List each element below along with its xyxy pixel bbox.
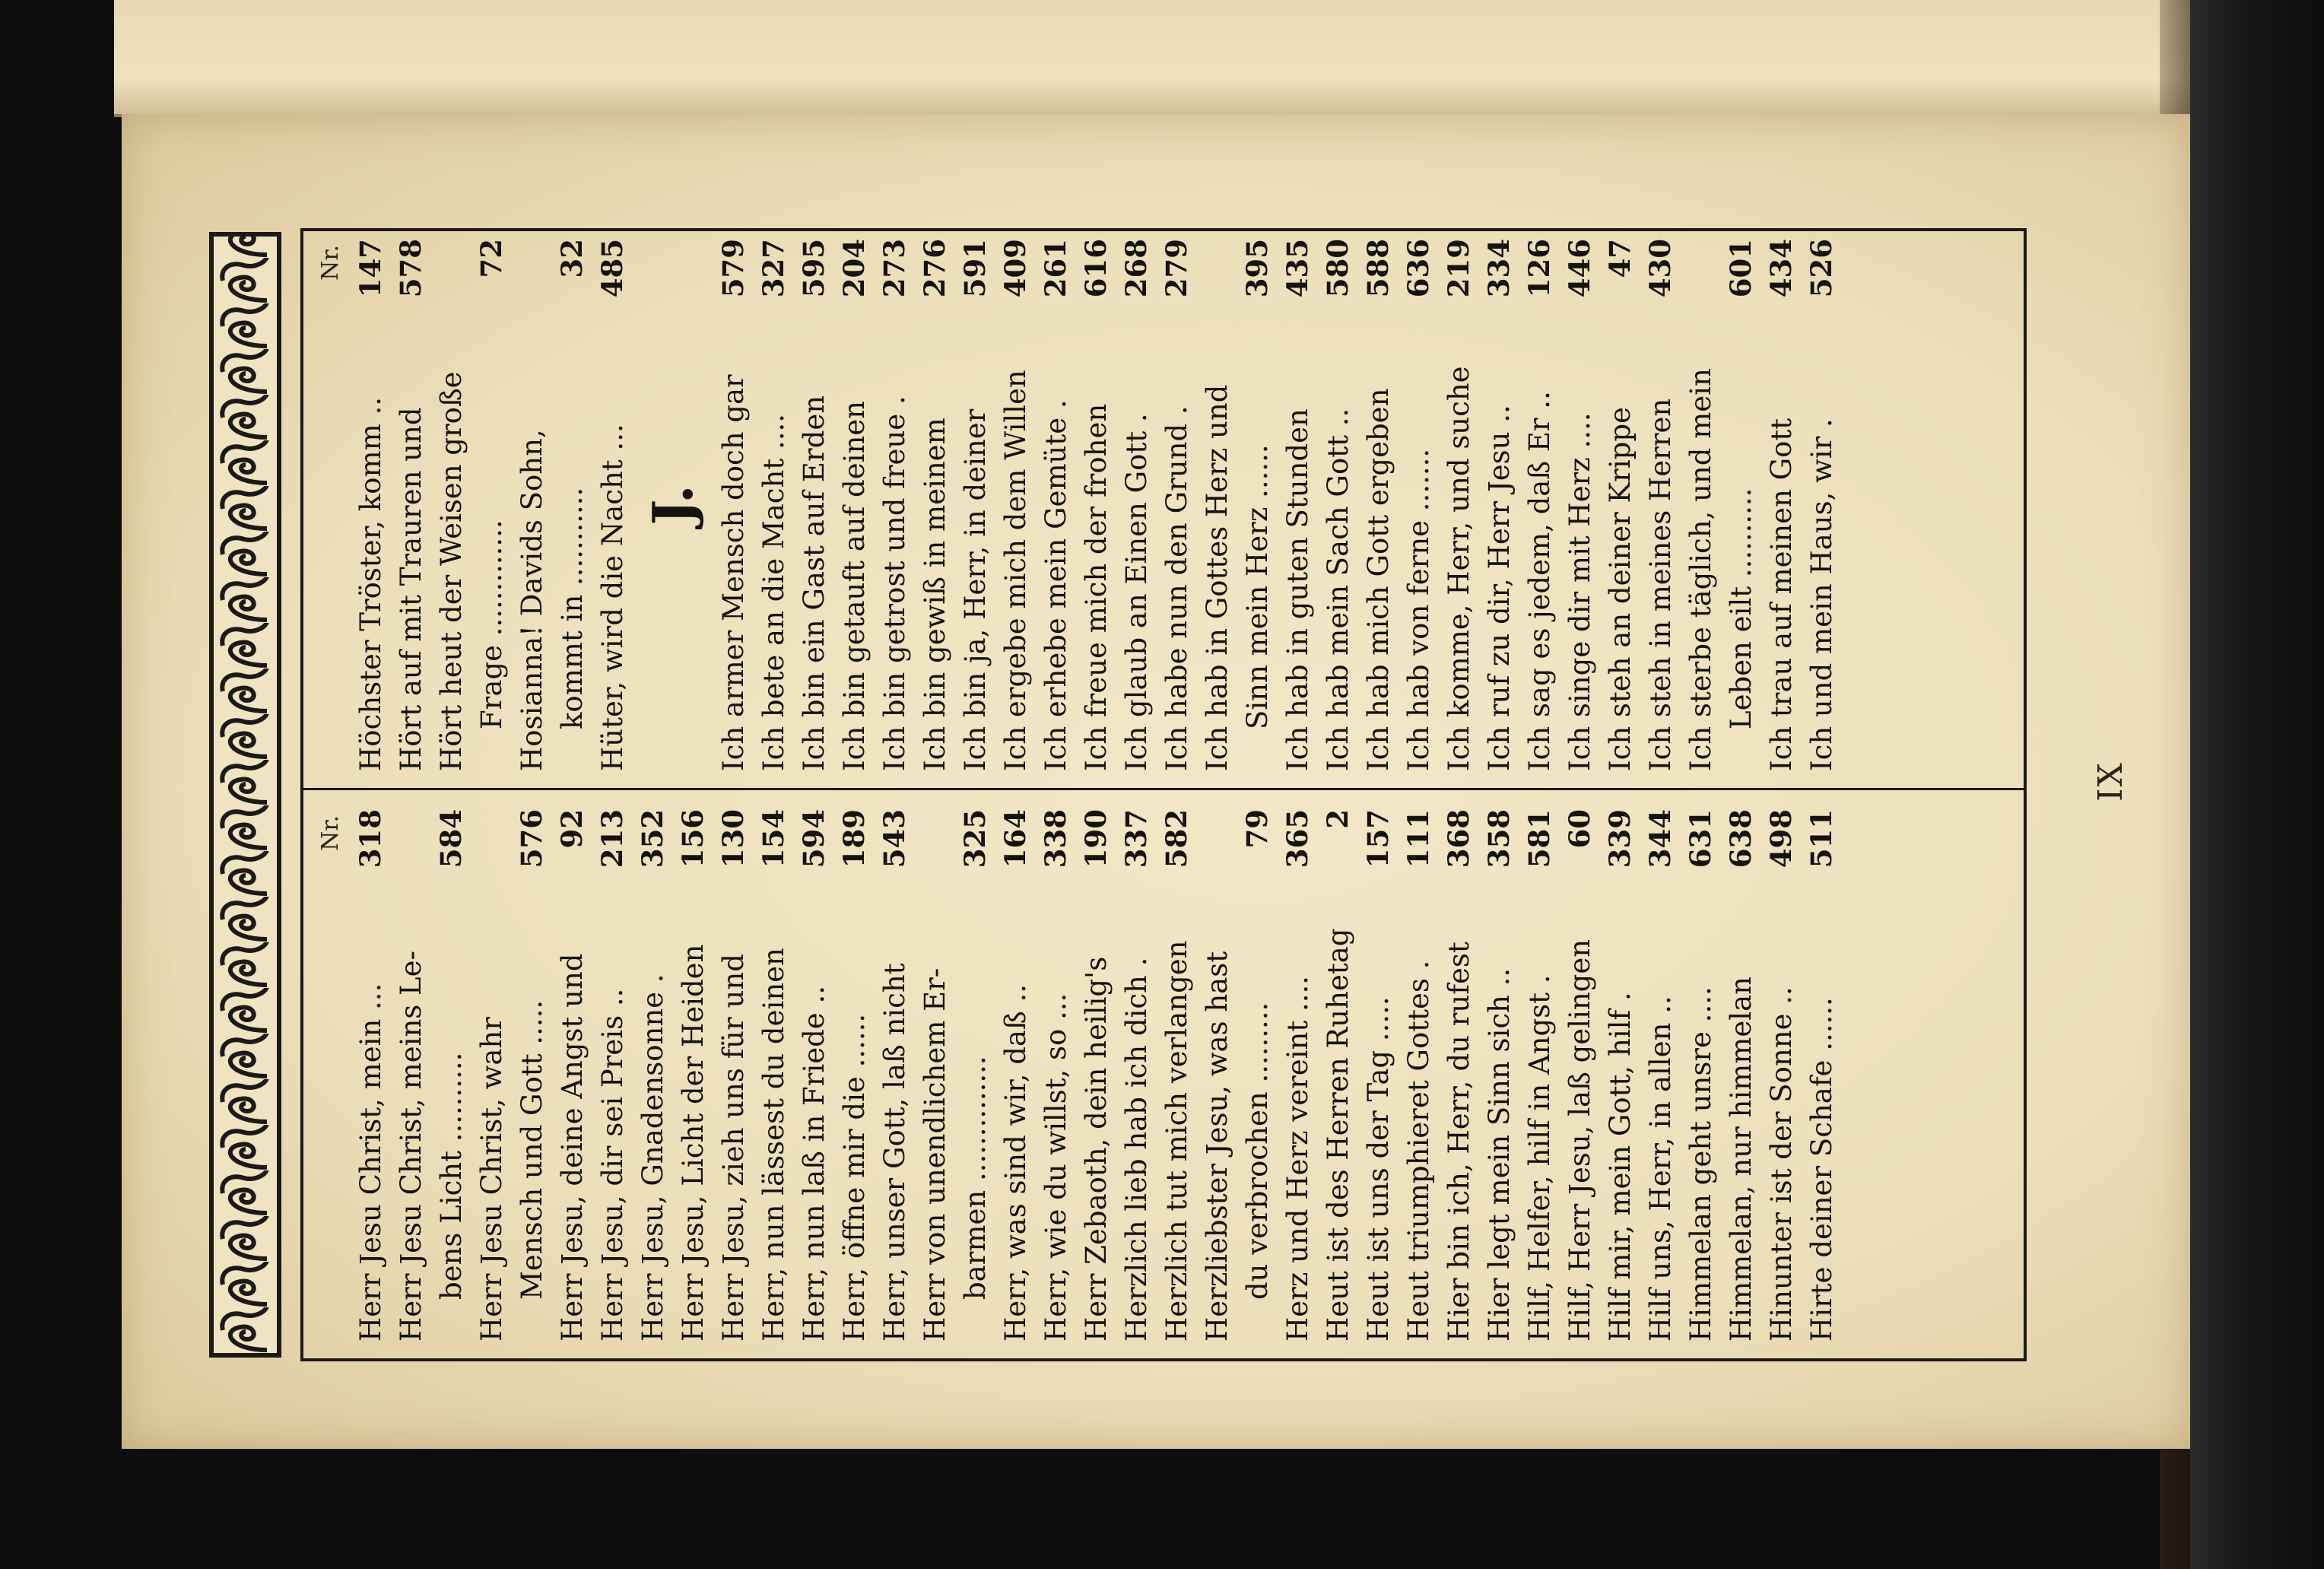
book-page [122, 114, 2190, 1449]
index-entry [1076, 239, 1116, 771]
entry-number: 164 [998, 809, 1032, 869]
entry-title: Herr, was sind wir, daß .. [999, 984, 1032, 1342]
entry-title: Mensch und Gott ..... [516, 999, 548, 1300]
entry-number: 47 [1603, 239, 1637, 278]
nr-header: Nr. [317, 245, 344, 281]
entry-title: Ich bin ein Gast auf Erden [798, 395, 830, 771]
index-entry [1640, 239, 1681, 771]
index-entry [834, 239, 875, 771]
index-entry [552, 809, 592, 1342]
entry-number: 638 [1724, 809, 1757, 869]
entry-number: 213 [595, 809, 629, 869]
entry-number: 616 [1079, 239, 1113, 298]
index-entry [1197, 809, 1237, 1342]
entry-number: 72 [475, 239, 508, 278]
entry-title: Herr Jesu, Licht der Heiden [677, 944, 710, 1342]
entry-title: Ich hab mich Gott ergeben [1362, 388, 1395, 771]
entry-title: Heut triumphieret Gottes . [1402, 960, 1435, 1342]
entry-title: Herr Jesu, Gnadensonne . [637, 973, 669, 1342]
entry-number: 327 [757, 239, 790, 298]
entry-title: Hier legt mein Sinn sich .. [1483, 967, 1516, 1342]
index-entry [1721, 809, 1761, 1342]
index-entry [955, 239, 995, 771]
entry-title: Ich ergebe mich dem Willen [999, 370, 1032, 771]
entry-number: 130 [716, 809, 750, 869]
entry-title: Himmelan geht unsre .... [1684, 986, 1717, 1342]
index-entry [875, 809, 915, 1342]
entry-number: 581 [1522, 809, 1556, 869]
entry-title: Hirte deiner Schafe ...... [1805, 997, 1838, 1342]
index-entry [1399, 239, 1439, 771]
index-entry [713, 809, 754, 1342]
index-entry [794, 239, 834, 771]
entry-number: 338 [1039, 809, 1072, 869]
entry-title: Ich steh an deiner Krippe [1604, 407, 1637, 771]
entry-number: 92 [555, 809, 589, 849]
index-entry [1519, 239, 1560, 771]
index-entry [1036, 239, 1076, 771]
index-entry [1036, 809, 1076, 1342]
entry-title: Höchster Tröster, komm .. [354, 397, 387, 771]
index-entry [1439, 239, 1479, 771]
entry-number: 156 [676, 809, 710, 869]
entry-title: Hinunter ist der Sonne .. [1765, 986, 1798, 1342]
index-entry [1479, 239, 1519, 771]
index-entry [1318, 239, 1358, 771]
index-entry [1560, 809, 1600, 1342]
entry-number: 580 [1321, 239, 1354, 298]
entry-title: Ich hab mein Sach Gott .. [1322, 408, 1354, 771]
book-cover [2190, 0, 2324, 1569]
entry-title: Hört auf mit Trauren und [395, 407, 427, 771]
index-entry [673, 809, 713, 1342]
entry-number: 365 [1281, 809, 1314, 869]
entry-number: 368 [1442, 809, 1475, 869]
entry-number: 485 [595, 239, 629, 298]
entry-title: Ich singe dir mit Herz .... [1564, 412, 1596, 771]
entry-title: Ich hab in Gottes Herz und [1201, 384, 1233, 771]
index-entry [633, 809, 673, 1342]
index-entry [754, 239, 794, 771]
entry-list [351, 239, 1842, 771]
entry-number: 352 [636, 809, 669, 869]
entry-title: Sinn mein Herz ...... [1241, 444, 1274, 729]
entry-title: Herr Jesu, dir sei Preis .. [596, 988, 629, 1342]
entry-number: 279 [1160, 239, 1193, 298]
index-entry [1116, 809, 1157, 1342]
index-entry [1237, 809, 1278, 1342]
entry-title: Hilf mir, mein Gott, hilf . [1604, 992, 1637, 1342]
entry-title: Herr, unser Gott, laß nicht [878, 963, 911, 1342]
index-entry [1802, 809, 1842, 1342]
index-entry [431, 239, 471, 771]
entry-title: Heut ist uns der Tag ..... [1362, 996, 1395, 1342]
entry-title: Himmelan, nur himmelan [1725, 977, 1757, 1342]
entry-number: 430 [1643, 239, 1677, 298]
section-letter-text: J. [640, 484, 705, 526]
entry-number: 578 [394, 239, 427, 298]
index-entry [1358, 809, 1399, 1342]
entry-title: Hört heut der Weisen große [435, 371, 468, 771]
entry-title: Herzliebster Jesu, was hast [1201, 951, 1233, 1342]
entry-title: Herr Jesu Christ, meins Le- [395, 950, 427, 1342]
entry-number: 543 [878, 809, 911, 869]
index-entry [915, 809, 955, 1342]
entry-title: Heut ist des Herren Ruhetag [1322, 928, 1354, 1342]
entry-title: Hilf, Helfer, hilf in Angst . [1523, 974, 1556, 1342]
entry-number: 157 [1361, 809, 1395, 869]
entry-number: 409 [998, 239, 1032, 298]
entry-number: 204 [837, 239, 871, 298]
entry-title: Herzlich lieb hab ich dich . [1120, 957, 1153, 1342]
index-entry [1681, 809, 1721, 1342]
entry-number: 591 [958, 239, 992, 298]
index-entry [592, 809, 633, 1342]
index-entry [1278, 239, 1318, 771]
index-entry [391, 239, 431, 771]
entry-title: Ich hab von ferne ....... [1402, 448, 1435, 771]
entry-title: Herr Jesu Christ, mein ... [354, 983, 387, 1342]
entry-number: 339 [1603, 809, 1637, 869]
page-number: IX [2091, 761, 2130, 802]
entry-number: 434 [1764, 239, 1798, 298]
entry-number: 576 [515, 809, 548, 869]
entry-title: Frage ............. [475, 519, 508, 729]
index-entry [1116, 239, 1157, 771]
index-entry [754, 809, 794, 1342]
entry-title: Ich glaub an Einen Gott . [1120, 413, 1153, 771]
index-entry [1318, 809, 1358, 1342]
index-entry [1358, 239, 1399, 771]
entry-title: Herr Jesu, deine Angst und [556, 953, 589, 1342]
entry-title: Ich bin ja, Herr, in deiner [959, 408, 992, 771]
index-entry [1721, 239, 1761, 771]
entry-number: 189 [837, 809, 871, 869]
index-entry [1237, 239, 1278, 771]
entry-title: Herr Jesu Christ, wahr [475, 1017, 508, 1342]
entry-number: 337 [1119, 809, 1153, 869]
entry-title: Ich erhebe mein Gemüte . [1040, 399, 1072, 771]
entry-title: Hilf uns, Herr, in allen .. [1644, 996, 1677, 1342]
index-entry [995, 809, 1036, 1342]
index-entry [512, 239, 552, 771]
entry-number: 60 [1563, 809, 1596, 849]
entry-title: Hosianna! Davids Sohn, [516, 429, 548, 771]
index-entry [1197, 239, 1237, 771]
column-divider [303, 788, 2024, 790]
scroll-ornament-icon [214, 237, 277, 1353]
entry-number: 588 [1361, 239, 1395, 298]
index-entry [1600, 809, 1640, 1342]
rotated-page-content [122, 114, 2190, 1449]
entry-title: Ich habe nun den Grund . [1160, 405, 1193, 771]
entry-number: 318 [354, 809, 387, 869]
index-entry [713, 239, 754, 771]
index-entry [471, 809, 512, 1342]
entry-number: 498 [1764, 809, 1798, 869]
index-entry [1640, 809, 1681, 1342]
entry-number: 334 [1482, 239, 1516, 298]
entry-title: Herr Zebaoth, dein heilig's [1080, 956, 1113, 1342]
entry-title: Ich trau auf meinen Gott [1765, 418, 1798, 771]
entry-title: Hüter, wird die Nacht ... [596, 424, 629, 771]
index-entry [471, 239, 512, 771]
entry-number: 526 [1805, 239, 1838, 298]
index-entry [351, 239, 391, 771]
entry-title: Herr, wie du willst, so ... [1040, 993, 1072, 1342]
entry-title: Ich und mein Haus, wir . [1805, 418, 1838, 771]
index-entry [1761, 239, 1802, 771]
entry-title: Herr von unendlichem Er- [919, 967, 951, 1342]
entry-title: bens Licht .......... [435, 1052, 468, 1300]
entry-number: 601 [1724, 239, 1757, 298]
entry-title: Ich freue mich der frohen [1080, 403, 1113, 771]
index-column-left [317, 809, 2013, 1342]
index-entry [1157, 809, 1197, 1342]
entry-number: 395 [1240, 239, 1274, 298]
entry-number: 111 [1402, 809, 1435, 869]
entry-number: 358 [1482, 809, 1516, 869]
entry-title: Ich komme, Herr, und suche [1443, 366, 1475, 771]
index-entry [1399, 809, 1439, 1342]
index-entry [1076, 809, 1116, 1342]
entry-title: Herr, nun lässest du deinen [757, 948, 790, 1342]
ornamental-border [209, 232, 281, 1358]
entry-title: Ich bin gewiß in meinem [919, 418, 951, 771]
entry-title: Ich sterbe täglich, und mein [1684, 368, 1717, 771]
entry-list [351, 809, 1842, 1342]
index-entry [1802, 239, 1842, 771]
index-entry [834, 809, 875, 1342]
entry-title: Ich ruf zu dir, Herr Jesu .. [1483, 405, 1516, 771]
index-entry [552, 239, 592, 771]
nr-header: Nr. [317, 815, 344, 851]
entry-number: 446 [1563, 239, 1596, 298]
entry-number: 79 [1240, 809, 1274, 849]
entry-number: 154 [757, 809, 790, 869]
entry-number: 584 [434, 809, 468, 869]
index-entry [794, 809, 834, 1342]
entry-title: Ich armer Mensch doch gar [717, 374, 750, 771]
index-column-right [317, 239, 2013, 771]
index-entry [391, 809, 431, 1342]
entry-title: Herr, öffne mir die ...... [838, 1013, 871, 1342]
index-entry [1761, 809, 1802, 1342]
entry-title: barmen .............. [959, 1056, 992, 1300]
index-entry [1681, 239, 1721, 771]
entry-number: 126 [1522, 239, 1556, 298]
entry-number: 2 [1321, 809, 1354, 829]
index-entry [995, 239, 1036, 771]
entry-title: Hier bin ich, Herr, du rufest [1443, 942, 1475, 1342]
index-entry [351, 809, 391, 1342]
entry-title: Ich bin getauft auf deinen [838, 400, 871, 771]
index-entry [1278, 809, 1318, 1342]
entry-title: Ich sag es jedem, daß Er .. [1523, 391, 1556, 771]
entry-title: Herzlich tut mich verlangen [1160, 940, 1193, 1342]
index-entry [1479, 809, 1519, 1342]
entry-number: 595 [797, 239, 830, 298]
index-entry [875, 239, 915, 771]
entry-number: 219 [1442, 239, 1475, 298]
entry-title: Herr, nun laß in Friede .. [798, 986, 830, 1342]
entry-number: 631 [1684, 809, 1717, 869]
entry-title: Ich steh in meines Herren [1644, 398, 1677, 771]
index-entry [512, 809, 552, 1342]
index-entry [592, 239, 633, 771]
entry-number: 190 [1079, 809, 1113, 869]
entry-title: du verbrochen ......... [1241, 1002, 1274, 1300]
entry-title: Leben eilt .......... [1725, 488, 1757, 729]
entry-title: Herz und Herz vereint .... [1281, 975, 1314, 1342]
entry-number: 325 [958, 809, 992, 869]
index-entry [1560, 239, 1600, 771]
index-entry [431, 809, 471, 1342]
entry-number: 344 [1643, 809, 1677, 869]
facing-page-edge [114, 0, 2190, 117]
entry-title: Hilf, Herr Jesu, laß gelingen [1564, 939, 1596, 1342]
entry-number: 276 [918, 239, 951, 298]
entry-number: 594 [797, 809, 830, 869]
index-entry [1600, 239, 1640, 771]
entry-title: Herr Jesu, zieh uns für und [717, 954, 750, 1342]
entry-number: 32 [555, 239, 589, 278]
index-entry [1157, 239, 1197, 771]
entry-number: 147 [354, 239, 387, 298]
index-entry [955, 809, 995, 1342]
index-entry [1519, 809, 1560, 1342]
entry-number: 582 [1160, 809, 1193, 869]
entry-number: 511 [1805, 809, 1838, 869]
entry-number: 579 [716, 239, 750, 298]
entry-number: 268 [1119, 239, 1153, 298]
entry-number: 261 [1039, 239, 1072, 298]
index-entry [1439, 809, 1479, 1342]
entry-number: 435 [1281, 239, 1314, 298]
index-entry [915, 239, 955, 771]
index-table [300, 228, 2027, 1361]
section-letter [633, 239, 713, 771]
entry-title: Ich hab in guten Stunden [1281, 408, 1314, 771]
entry-title: kommt in ........... [556, 487, 589, 729]
entry-number: 273 [878, 239, 911, 298]
entry-title: Ich bin getrost und freue . [878, 395, 911, 771]
entry-number: 636 [1402, 239, 1435, 298]
entry-title: Ich bete an die Macht .... [757, 413, 790, 771]
